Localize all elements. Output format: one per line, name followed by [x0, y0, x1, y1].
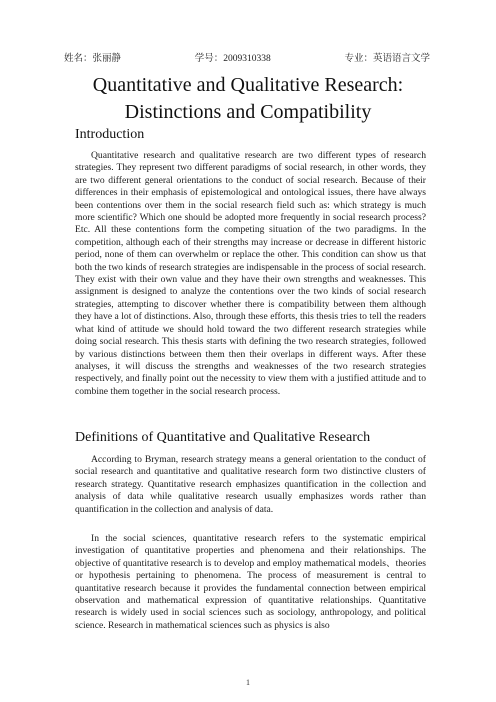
introduction-paragraph: Quantitative research and qualitative research are two different types of research strategies. They represent two different paradigms of social research, in other words, they are two different general orientations to the conduct of social research. Because of their differences in their emphasis of epistemological and ontological issues, there have always been contentions over them in the social research field such as: which strategy is much more scientific? Which one should be adopted more frequently in social research process? Etc. All these contentions form the competing situation of the two paradigms. In the competition, although each of their strengths may increase or decrease in different historic period, none of them can overwhelm or replace the other. This condition can show us that both the two kinds of research strategies are indispensable in the process of social research. They exist with their own value and they have their own strengths and weaknesses. This assignment is designed to analyze the contentions over the two kinds of social research strategies, attempting to discover whether there is compatibility between them although they have a lot of distinctions. Also, through these efforts, this thesis tries to tell the readers what kind of attitude we should hold toward the two different research strategies while doing social research. This thesis starts with defining the two research strategies, followed by various distinctions between them then their overlaps in different ways. After these analyses, it will discuss the strengths and weaknesses of the two research strategies respectively, and finally point out the necessity to view them with a justified attitude and to combine them together in the social research process.	[75, 150, 426, 397]
student-id: 学号：2009310338	[194, 54, 271, 64]
introduction-heading: Introduction	[75, 127, 145, 142]
student-info-header	[64, 50, 430, 64]
title-line-2: Distinctions and Compatibility	[124, 101, 372, 123]
student-major: 专业：英语语言文学	[344, 54, 430, 64]
definitions-paragraph-1: According to Bryman, research strategy means a general orientation to the conduct of social research and quantitative and qualitative research form two distinctive clusters of research strategy. Quantitative research emphasizes quantification in the collection and analysis of data while qualitative research usually emphasizes words rather than quantification in the collection and analysis of data.	[75, 454, 426, 515]
definitions-heading: Definitions of Quantitative and Qualitative Research	[75, 430, 371, 445]
page-number: 1	[246, 678, 250, 687]
definitions-paragraph-2: In the social sciences, quantitative research refers to the systematic empirical investigation of quantitative properties and phenomena and their relationships. The objective of quantitative research is to develop and employ mathematical models、theories or hypothesis pertaining to phenomena. The process of measurement is central to quantitative research because it provides the fundamental connection between empirical observation and mathematical expression of quantitative relationships. Quantitative research is widely used in social sciences such as sociology, anthropology, and political science. Research in mathematical sciences such as physics is also	[75, 533, 426, 631]
title-line-1: Quantitative and Qualitative Research:	[92, 74, 404, 96]
student-name: 姓名：张丽静	[64, 54, 122, 64]
